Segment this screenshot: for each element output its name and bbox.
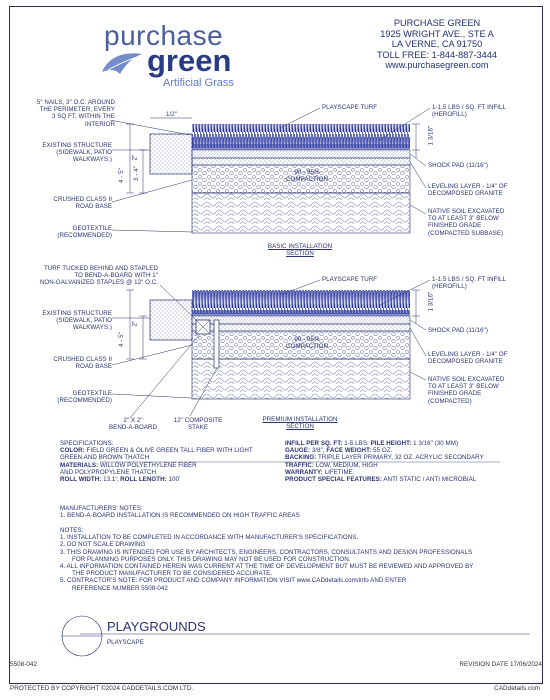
premium-infill-label: 1-1.5 LBS / SQ. FT INFILL (HEROFILL) <box>432 276 507 291</box>
basic-native-label: NATIVE SOIL EXCAVATED TO AT LEAST 3" BELOW FINISHED GRADE (COMPACTED SUBBASE) <box>428 208 505 237</box>
copyright-text: PROTECTED BY COPYRIGHT ©2024 CADDETAILS.COM LTD. <box>10 685 194 692</box>
premium-turf-label: PLAYSCAPE TURF <box>322 276 378 283</box>
bend-a-board-label: 2" X 2" BEND-A-BOARD <box>108 417 158 432</box>
basic-leveling-label: LEVELING LAYER - 1/4" OF DECOMPOSED GRANITE <box>428 183 508 198</box>
premium-crushed-label: CRUSHED CLASS II ROAD BASE <box>53 356 112 371</box>
drawing-subtitle: PLAYSCAPE <box>107 639 144 646</box>
basic-dim-2: 2" <box>131 154 139 161</box>
drawing-title: PLAYGROUNDS <box>107 619 206 634</box>
premium-leveling-label: LEVELING LAYER - 1/4" OF DECOMPOSED GRANITE <box>428 351 508 366</box>
premium-dim-pile: 1 3/16" <box>427 291 435 312</box>
logo-word-green: green <box>147 43 232 78</box>
basic-geotextile-label: GEOTEXTILE (RECOMMENDED) <box>57 225 112 240</box>
composite-stake <box>214 320 219 368</box>
premium-tucked-label: TURF TUCKED BEHIND AND STAPLED TO BEND-A-BOARD WITH 1" NON-GALVANIZED STAPLES @ 12" O.C. <box>39 265 158 287</box>
basic-caption: BASIC INSTALLATION SECTION <box>267 243 333 258</box>
basic-dim-pile: 1 3/16" <box>427 125 435 146</box>
basic-crushed-label: CRUSHED CLASS II ROAD BASE <box>53 196 112 211</box>
basic-existing-label: EXISTING STRUCTURE (SIDEWALK, PATIO WALKWAYS.) <box>42 142 112 164</box>
caddetails-link[interactable]: CADdetails.com <box>494 685 540 692</box>
logo-tagline: Artificial Grass <box>163 77 234 89</box>
premium-dim-2: 2" <box>131 320 139 327</box>
company-phone: TOLL FREE: 1-844-887-3444 <box>376 49 497 60</box>
company-address-2: LA VERNE, CA 91750 <box>391 39 483 50</box>
premium-shock-pad <box>192 316 410 324</box>
basic-shock-pad <box>192 150 410 158</box>
company-name: PURCHASE GREEN <box>393 18 481 28</box>
reference-number: 5508-042 <box>10 661 38 668</box>
basic-dim-34: 3 - 4" <box>132 166 140 182</box>
premium-existing-structure <box>150 300 192 340</box>
logo-word-purchase: purchase <box>104 20 224 51</box>
basic-dim-half: 1/2" <box>166 111 177 118</box>
premium-existing-label: EXISTING STRUCTURE (SIDEWALK, PATIO WALKWAYS.) <box>42 310 112 332</box>
revision-date: REVISION DATE 17/06/2024 <box>459 661 542 668</box>
basic-existing-structure <box>150 134 192 174</box>
premium-leveling-layer <box>192 324 410 331</box>
basic-native-soil <box>192 193 410 233</box>
premium-caption: PREMIUM INSTALLATION SECTION <box>262 416 338 431</box>
basic-shock-label: SHOCK PAD (11/16") <box>428 162 488 169</box>
premium-dim-45: 4 - 5" <box>117 332 125 348</box>
premium-native-soil <box>192 359 410 399</box>
specifications-left: SPECIFICATIONS: COLOR: FIELD GREEN & OLIVE GREEN TALL FIBER WITH LIGHT GREEN AND BROWN THATCH MATERIALS: WILLOW POLYETHYLENE FIBER AND POLYPROPYLENE THATCH ROLL WIDTH: 13.1'; ROLL LENGTH: 100' <box>60 440 253 484</box>
specifications-right: INFILL PER SQ. FT: 1-5 LBS; PILE HEIGHT: 1 3/16" (30 MM) GAUGE: 3/8", FACE WEIGHT: 55 OZ. BACKING: TRIPLE LAYER PRIMARY, 32 OZ. ACRYLIC SECONDARY TRAFFIC: LOW, MEDIUM, HIGH WARRANTY: LIFETIME PRODUCT SPECIAL FEATURES: ANTI STATIC / ANTI MICROBIAL <box>285 440 484 484</box>
premium-native-label: NATIVE SOIL EXCAVATED TO AT LEAST 3" BELOW FINISHED GRADE (COMPACTED) <box>428 376 505 405</box>
basic-nails-label: 5" NAILS, 3" O.C. AROUND THE PERIMETER, EVERY 3 SQ FT. WITHIN THE INTERIOR <box>36 99 115 128</box>
basic-leveling-layer <box>192 158 410 165</box>
premium-shock-label: SHOCK PAD (11/16") <box>428 327 488 334</box>
manufacturer-notes: MANUFACTURERS' NOTES: 1. BEND-A-BOARD INSTALLATION IS RECOMMENDED ON HIGH TRAFFIC AREAS <box>60 505 300 520</box>
company-address-1: 1925 WRIGHT AVE., STE A <box>380 28 494 39</box>
premium-compaction-label: 90 - 95% COMPACTION <box>286 336 328 351</box>
stake-label: 12" COMPOSITE STAKE <box>173 417 223 432</box>
basic-infill-label: 1-1.5 LBS / SQ. FT INFILL (HEROFILL) <box>432 104 507 119</box>
company-website[interactable]: www.purchasegreen.com <box>385 60 489 71</box>
general-notes: NOTES: 1. INSTALLATION TO BE COMPLETED IN ACCORDANCE WITH MANUFACTURER'S SPECIFICATIONS. 2. DO NOT SCALE DRAWING 3. THIS DRAWING IS INTENDED FOR USE BY ARCHITECTS, ENGINEERS, CONTRACTORS, CONSULTANTS AND DESIGN PROFESSIONALS FOR PLANNING PURPOSES ONLY. THIS DRAWING MAY NOT BE USED FOR CONSTRUCTION. 4. ALL INFORMATION CONTAINED HEREIN WAS CURRENT AT THE TIME OF DEVELOPMENT BUT MUST BE REVIEWED AND APPROVED BY THE PRODUCT MANUFACTURER TO BE CONSIDERED ACCURATE. 5. CONTRACTOR'S NOTE: FOR PRODUCT AND COMPANY INFORMATION VISIT www.CADdetails.com/info AND ENTER REFERENCE NUMBER 5508-042 <box>60 527 474 592</box>
basic-dim-45: 4 - 5" <box>117 168 125 184</box>
premium-geotextile-label: GEOTEXTILE (RECOMMENDED) <box>57 390 112 405</box>
basic-compaction-label: 90 - 95% COMPACTION <box>286 169 328 184</box>
basic-turf-label: PLAYSCAPE TURF <box>322 104 378 111</box>
